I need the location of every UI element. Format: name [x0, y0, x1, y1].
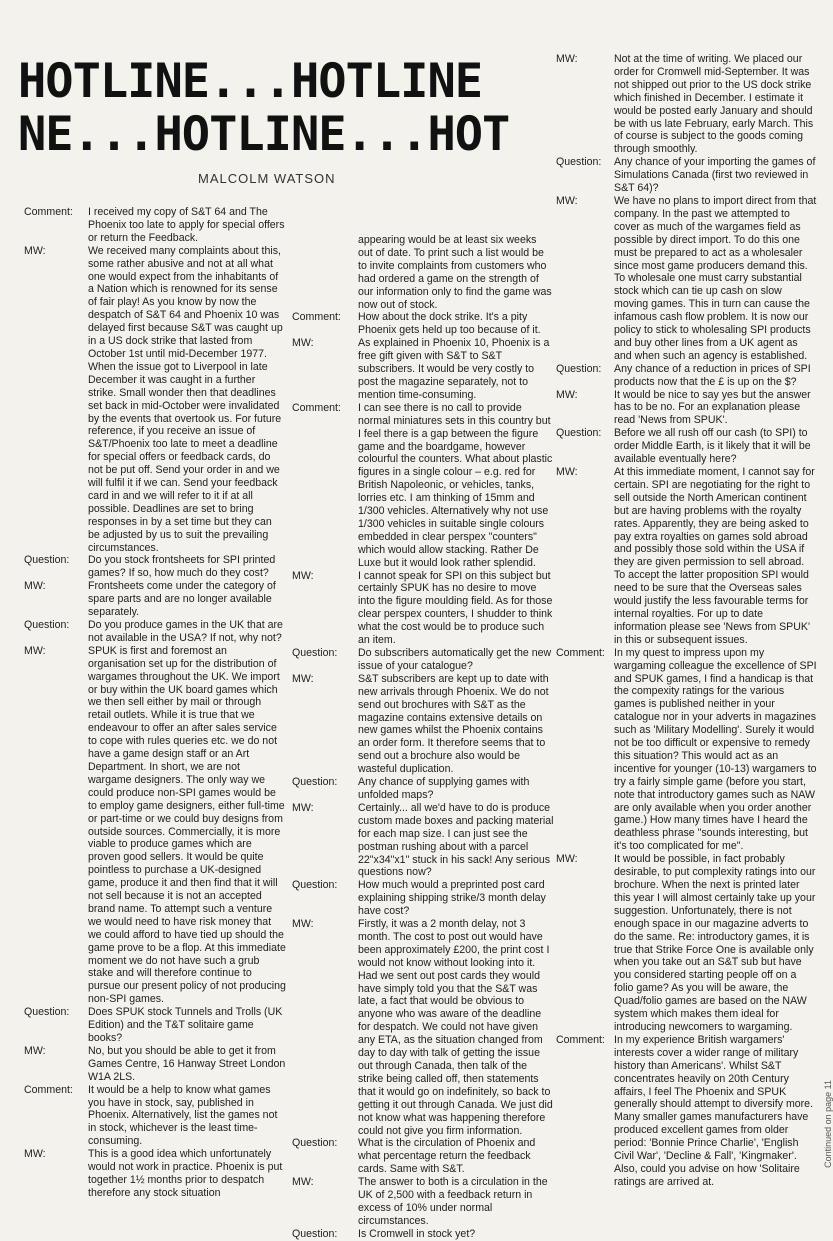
speaker-label: MW: — [292, 672, 314, 685]
qa-entry — [292, 402, 554, 570]
entry-text: Do subscribers automatically get the new issue of your catalogue? — [358, 647, 552, 672]
entry-text: Before we all rush off our cash (to SPI) to order Middle Earth, is it likely that it will be available eventually here? — [614, 427, 811, 466]
entry-text: Frontsheets come under the category of spare parts and are no longer available separately. — [88, 580, 276, 619]
qa-entry — [556, 389, 818, 428]
speaker-label: Comment: — [24, 1083, 73, 1096]
title-line-2: NE...HOTLINE...HOT — [18, 107, 510, 162]
speaker-label: MW: — [24, 244, 46, 257]
entry-text: Not at the time of writing. We placed our order for Cromwell mid-September. It was not shipped out prior to the US dock strike which finished in December. I estimate it would be posted early January and should be with us late February, early March. This of course is subject to the goods coming through smoothly. — [614, 53, 814, 156]
speaker-label: MW: — [292, 337, 314, 350]
title-line-1: HOTLINE...HOTLINE — [18, 54, 483, 109]
page-title — [18, 55, 558, 161]
column-1 — [24, 206, 286, 1200]
column-3 — [556, 53, 818, 1189]
entry-text: Certainly... all we'd have to do is produce custom made boxes and packing material for each map size. I can just see the postman rushing about with a parcel 22"x34"x1" stuck in his sack! Any serious questions now? — [358, 801, 554, 879]
entry-text: In my experience British wargamers' interests cover a wider range of military history than Americans'. Whilst S&T concentrates heavily on 20th Century affairs, I feel The Phoenix and SPUK generally should attempt to diversify more. Many smaller games manufacturers have produced excellent games from older period: 'Bonnie Prince Charlie', 'English Civil War', 'Decline & Fall', 'Kingmaker'. Also, could you advise on how 'Solitaire ratings are arrived at. — [614, 1033, 814, 1188]
qa-entry — [292, 879, 554, 918]
entry-text: As explained in Phoenix 10, Phoenix is a free gift given with S&T to S&T subscribers. It would be very costly to post the magazine separately, not to mention time-consuming. — [358, 337, 550, 401]
speaker-label: Question: — [24, 554, 70, 567]
qa-entry — [24, 554, 286, 580]
entry-text: We have no plans to import direct from that company. In the past we attempted to cover as much of the wargames field as possible by direct import. To do this one must be prepared to act as a wholesaler since most game producers demand this. To wholesale one must carry substantial stock which can tie up cash on slow moving games. This in turn can cause the infamous cash flow problem. It is now our policy to stick to wholesaling SPI products and buy other lines from a UK agent as and when such an agency is established. — [614, 194, 817, 362]
qa-entry — [24, 206, 286, 245]
qa-entry — [24, 1148, 286, 1200]
speaker-label: MW: — [24, 1044, 46, 1057]
entry-text: Any chance of supplying games with unfolded maps? — [358, 776, 530, 801]
entry-text: Any chance of a reduction in prices of SPI products now that the £ is up on the $? — [614, 362, 811, 388]
speaker-label: Question: — [24, 1006, 70, 1019]
speaker-label: Question: — [556, 156, 602, 169]
qa-entry — [556, 1034, 818, 1189]
speaker-label: MW: — [24, 1148, 46, 1161]
qa-entry — [556, 647, 818, 854]
speaker-label: Question: — [556, 427, 602, 440]
qa-entry — [292, 918, 554, 1137]
speaker-label: Comment: — [556, 646, 605, 659]
qa-entry — [24, 1084, 286, 1149]
qa-entry — [24, 245, 286, 555]
entry-text: The answer to both is a circulation in the UK of 2,500 with a feedback return in excess of 10% under normal circumstances. — [358, 1176, 548, 1227]
speaker-label: Question: — [292, 1227, 338, 1240]
qa-entry — [292, 337, 554, 402]
speaker-label: Question: — [292, 1137, 338, 1150]
entry-text: Do you stock frontsheets for SPI printed games? If so, how much do they cost? — [88, 554, 276, 580]
speaker-label: Comment: — [24, 206, 73, 218]
speaker-label: Comment: — [292, 311, 341, 324]
speaker-label: Question: — [292, 776, 338, 789]
entry-text: I cannot speak for SPI on this subject but certainly SPUK has no desire to move into the figure moulding field. As for those clear perspex counters, I shudder to think what the cost would be to produce such an item. — [358, 569, 553, 647]
speaker-label: MW: — [292, 569, 314, 582]
qa-entry — [24, 645, 286, 1006]
entry-text: appearing would be at least six weeks out of date. To print such a list would be to invite complaints from customers who had ordered a game on the strength of our information only to find the game was now out of stock. — [358, 234, 552, 311]
speaker-label: Question: — [292, 879, 338, 892]
qa-entry — [556, 853, 818, 1034]
entry-text: SPUK is first and foremost an organisation set up for the distribution of wargames throughout the UK. We import or buy within the UK board games which we then sell either by mail or through retail outlets. While it is true that we endeavour to offer an after sales service to cope with rules queries etc. we do not have a game design staff or an Art Department. In short, we are not wargame designers. The only way we could produce non-SPI games would be to employ game designers, either full-time or part-time or we could buy designs from outside sources. Commercially, it is more viable to produce games which are proven good sellers. It would be quite pointless to purchase a UK-designed game, produce it and then find that it will not sell because it is not an accepted brand name. To attempt such a venture we would need to have risk money that we could afford to have tied up should the game prove to be a flop. At this immediate moment we do not have such a grub stake and will therefore continue to pursue our present policy of not producing non-SPI games. — [88, 644, 286, 1006]
entry-text: Does SPUK stock Tunnels and Trolls (UK Edition) and the T&T solitaire game books? — [88, 1006, 283, 1044]
continued-note: Continued on page 11 — [823, 1080, 833, 1168]
speaker-label: MW: — [556, 466, 578, 478]
qa-entry — [292, 802, 554, 879]
entry-text: How much would a preprinted post card explaining shipping strike/3 month delay have cost? — [358, 879, 546, 918]
qa-entry — [292, 311, 554, 337]
speaker-label: MW: — [292, 918, 314, 931]
entry-text: No, but you should be able to get it from Games Centre, 16 Hanway Street London W1A 2LS. — [88, 1044, 286, 1083]
entry-text: We received many complaints about this, some rather abusive and not at all what one would expect from the inhabitants of a Nation which is renowned for its sense of fair play! As you know by now the despatch of S&T 64 and Phoenix 10 was delayed first because S&T was caught up in a US dock strike that lasted from October 1st until mid-December 1977. When the issue got to Liverpool in late December it was caught in a further strike. Small wonder then that deadlines set back in mid-October were invalidated by the events that overtook us. For future reference, if you receive an issue of S&T/Phoenix too late to meet a deadline for special offers or feedback cards, do not be put off. Send your order in and we will fulfil it if we can. Send your feedback card in and we will refer to it if at all possible. Deadlines are set to bring responses in by a set time but they can be adjusted by us to suit the prevailing circumstances. — [88, 244, 283, 554]
speaker-label: MW: — [24, 644, 46, 657]
qa-entry — [556, 363, 818, 389]
entry-text: How about the dock strike. It's a pity Phoenix gets held up too because of it. — [358, 311, 541, 337]
qa-entry — [556, 466, 818, 647]
qa-entry — [24, 1006, 286, 1045]
qa-entry — [292, 1176, 554, 1228]
speaker-label: MW: — [24, 580, 46, 593]
speaker-label: Comment: — [292, 401, 341, 414]
entry-text: S&T subscribers are kept up to date with new arrivals through Phoenix. We do not send out brochures with S&T as the magazine contains extensive details on new games whilst the Phoenix contains an order form. It therefore seems that to send out a brochure also would be wasteful duplication. — [358, 672, 549, 776]
qa-entry — [292, 234, 554, 311]
entry-text: I received my copy of S&T 64 and The Phoenix too late to apply for special offers or return the Feedback. — [88, 206, 285, 244]
speaker-label: MW: — [292, 801, 314, 814]
entry-text: It would be nice to say yes but the answer has to be no. For an explanation please read 'News from SPUK'. — [614, 388, 811, 427]
qa-entry — [24, 580, 286, 619]
entry-text: It would be a help to know what games you have in stock, say, published in Phoenix. Alternatively, list the games not in stock, whichever is the least time-consuming. — [88, 1083, 278, 1148]
entry-text: Any chance of your importing the games of Simulations Canada (first two reviewed in S&T 64)? — [614, 156, 816, 195]
column-2 — [292, 234, 554, 1241]
entry-text: It would be possible, in fact probably desirable, to put complexity ratings into our brochure. When the next is printed later this year I will almost certainly take up your suggestion. Unfortunately, there is not enough space in our magazine adverts to do the same. Re: introductory games, it is true that Strike Force One is available only when you take out an S&T sub but have you considered starting people off on a folio game? As you will be aware, the Quad/folio games are based on the NAW system which makes them ideal for introducing newcomers to wargaming. — [614, 853, 816, 1033]
speaker-label: Question: — [292, 647, 338, 659]
author-byline: MALCOLM WATSON — [198, 171, 336, 186]
speaker-label: Question: — [24, 619, 70, 631]
speaker-label: MW: — [556, 853, 578, 866]
qa-entry — [292, 1228, 554, 1241]
entry-text: Firstly, it was a 2 month delay, not 3 month. The cost to post out would have been approximately £200, the print cost I would not know without looking into it. Had we sent out post cards they would have simply told you that the S&T was late, a fact that would be obvious to anyone who was aware of the deadline for despatch. We could not have given any ETA, as the situation changed from day to day with talk of getting the issue out through Canada, then talk of the strike being called off, then statements that it would go on indefinitely, so back to getting it out through Canada. We just did not know what was happening therefore could not give you firm information. — [358, 918, 553, 1137]
entry-text: Do you produce games in the UK that are not available in the USA? If not, why not? — [88, 619, 283, 644]
qa-entry — [24, 1045, 286, 1084]
qa-entry — [556, 427, 818, 466]
entry-text: I can see there is no call to provide normal miniatures sets in this country but I feel there is a gap between the figure game and the boardgame, however colourful the counters. What about plastic figures in a single colour – e.g. red for British Napoleonic, or vehicles, tanks, lorries etc. I am thinking of 15mm and 1/300 vehicles. Alternatively why not use 1/300 vehicles in suitable single colours embedded in clear perspex "counters" which would allow stacking. Rather De Luxe but it would look rather splendid. — [358, 401, 553, 569]
speaker-label: MW: — [292, 1176, 314, 1189]
qa-entry — [24, 619, 286, 645]
qa-entry — [292, 1137, 554, 1176]
entry-text: At this immediate moment, I cannot say for certain. SPI are negotiating for the right to sell outside the North American continent but are having problems with the royalty rates. Apparently, they are being asked to pay extra royalties on games sold abroad and possibly those sold within the USA if they are given permission to sell abroad. To accept the latter proposition SPI would need to be sure that the Overseas sales would justify the less favourable terms for internal royalties. For up to date information please see 'News from SPUK' in this or subsequent issues. — [614, 466, 815, 646]
speaker-label — [292, 234, 358, 311]
qa-entry — [292, 570, 554, 647]
speaker-label: MW: — [556, 53, 578, 65]
speaker-label: Comment: — [556, 1033, 605, 1046]
entry-text: What is the circulation of Phoenix and what percentage return the feedback cards. Same with S&T. — [358, 1137, 536, 1176]
entry-text: This is a good idea which unfortunately would not work in practice. Phoenix is put together 1½ months prior to despatch therefore any stock situation — [88, 1148, 283, 1199]
qa-entry — [292, 647, 554, 673]
qa-entry — [556, 53, 818, 156]
entry-text: In my quest to impress upon my wargaming colleague the excellence of SPI and SPUK games, I find a handicap is that the compexity ratings for the various games is published neither in your catalogue nor in your adverts in magazines such as 'Military Modelling'. Surely it would not be too difficult or expensive to remedy this situation? This would act as an incentive for younger (10-13) wargamers to try a fairly simple game (before you start, note that introductory games such as NAW are only available when you order another game.) How many times have I heard the deathless phrase "sounds interesting, but it's too complicated for me". — [614, 646, 817, 853]
speaker-label: Question: — [556, 362, 602, 375]
speaker-label: MW: — [556, 388, 578, 401]
qa-entry — [556, 195, 818, 363]
qa-entry — [292, 776, 554, 802]
entry-text: Is Cromwell in stock yet? — [358, 1227, 476, 1240]
qa-entry — [292, 673, 554, 776]
qa-entry — [556, 156, 818, 195]
speaker-label: MW: — [556, 194, 578, 207]
